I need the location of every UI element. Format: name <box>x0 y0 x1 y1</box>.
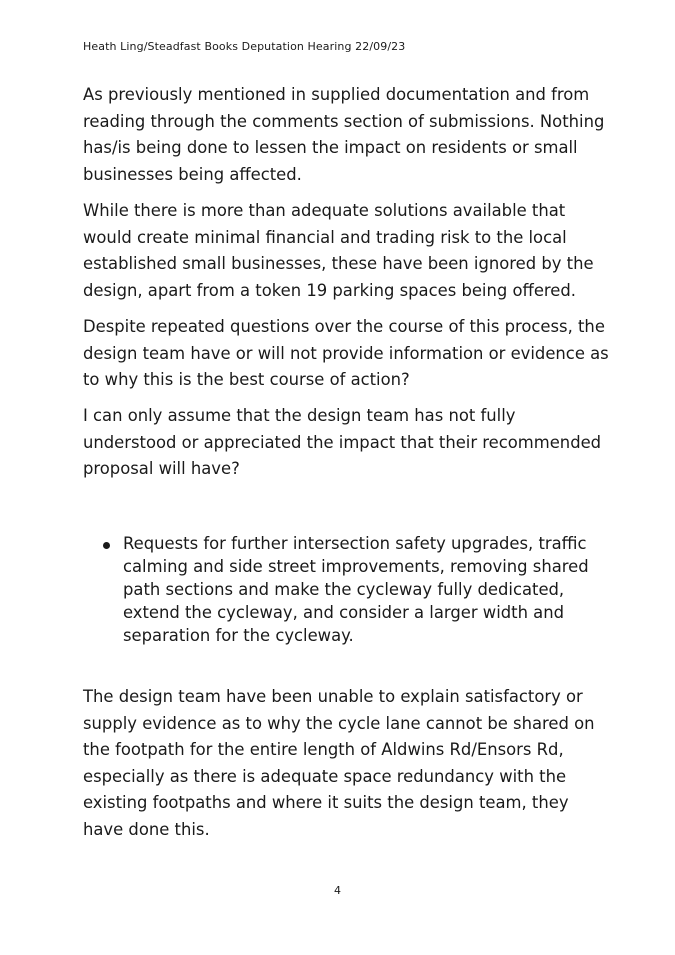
bullet-list <box>83 532 613 647</box>
paragraph-2: While there is more than adequate solutions available that would create minimal financial and trading risk to the local established small businesses, these have been ignored by the design, apart from a token 19 parking spaces being offered. <box>83 201 594 300</box>
list-item <box>83 532 613 647</box>
closing-paragraph: The design team have been unable to explain satisfactory or supply evidence as to why the cycle lane cannot be shared on the footpath for the entire length of Aldwins Rd/Ensors Rd, especially as there is adequate space redundancy with the existing footpaths and where it suits the design team, they have done this. <box>83 687 595 839</box>
paragraph-1: As previously mentioned in supplied documentation and from reading through the comments section of submissions. Nothing has/is being done to lessen the impact on residents or small businesses being affected. <box>83 85 605 184</box>
bullet-text: Requests for further intersection safety upgrades, traffic calming and side street improvements, removing shared path sections and make the cycleway fully dedicated, extend the cycleway, and consider a larger width and separation for the cycleway. <box>123 534 589 645</box>
page-header: Heath Ling/Steadfast Books Deputation Hearing 22/09/23 <box>83 40 406 53</box>
paragraph-3: Despite repeated questions over the course of this process, the design team have or will not provide information or evidence as to why this is the best course of action? <box>83 317 609 389</box>
paragraph-4: I can only assume that the design team has not fully understood or appreciated the impact that their recommended proposal will have? <box>83 406 602 478</box>
bullet-icon <box>103 542 110 549</box>
page-number: 4 <box>334 884 341 897</box>
